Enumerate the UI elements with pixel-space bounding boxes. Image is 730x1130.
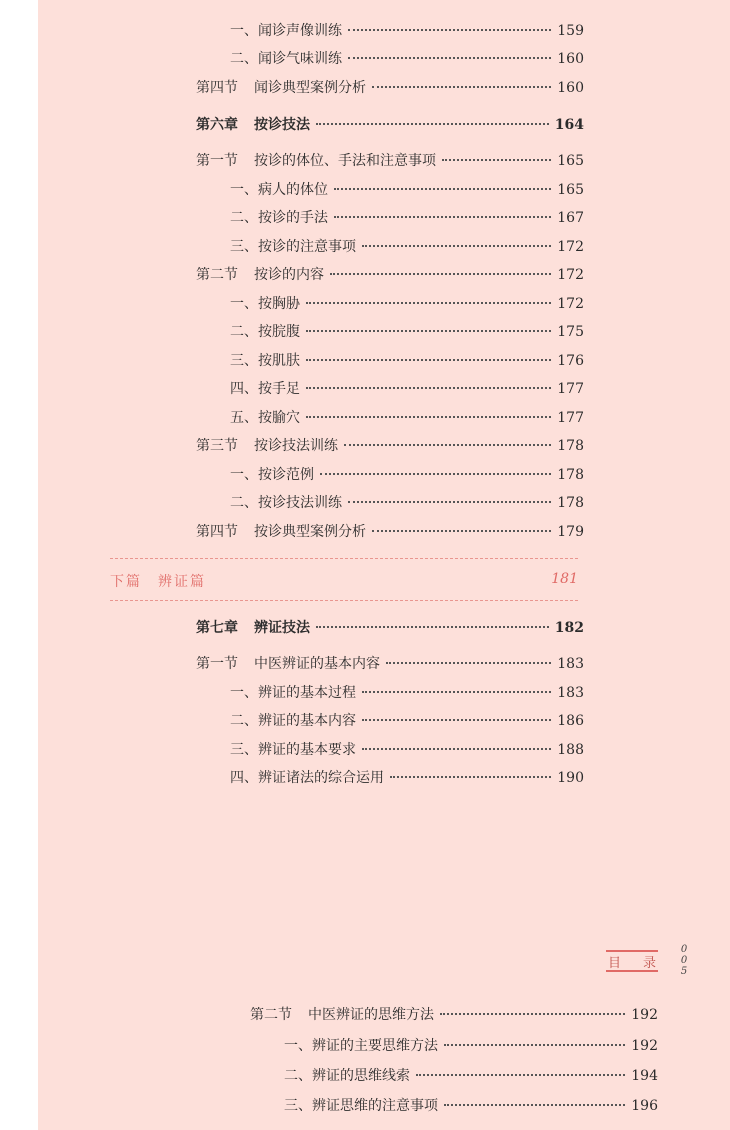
page-folio <box>677 944 691 977</box>
toc-item-label: 三、辨证的基本要求 <box>230 742 356 758</box>
dot-leader <box>330 273 551 275</box>
toc-item[interactable] <box>230 323 584 341</box>
dot-leader <box>348 29 551 31</box>
chapter-title: 辨证技法 <box>254 620 310 636</box>
dot-leader <box>444 1044 625 1046</box>
running-head <box>606 950 658 972</box>
toc-section[interactable] <box>196 437 584 455</box>
toc-item[interactable] <box>230 769 584 787</box>
folio-digit: 0 <box>680 955 688 966</box>
toc-section[interactable] <box>196 523 584 541</box>
toc-item-label: 三、按诊的注意事项 <box>230 239 356 255</box>
section-title: 按诊典型案例分析 <box>254 524 366 540</box>
section-number: 第一节 <box>196 153 238 169</box>
toc-item[interactable] <box>230 295 584 313</box>
running-head-right: 录 <box>642 955 656 971</box>
dot-leader <box>362 245 551 247</box>
chapter-number: 第七章 <box>196 620 238 636</box>
dot-leader <box>316 626 549 628</box>
toc-item[interactable] <box>230 22 584 40</box>
toc-item-page: 165 <box>557 153 584 169</box>
toc-item[interactable] <box>230 466 584 484</box>
folio-digit: 5 <box>680 966 688 977</box>
toc-item-page: 183 <box>557 656 584 672</box>
dot-leader <box>334 216 551 218</box>
toc-item-page: 172 <box>557 267 584 283</box>
toc-item[interactable] <box>284 1097 658 1115</box>
toc-section[interactable] <box>196 266 584 284</box>
section-number: 第四节 <box>196 80 238 96</box>
dot-leader <box>306 416 551 418</box>
toc-item-page: 196 <box>631 1098 658 1114</box>
dot-leader <box>390 776 551 778</box>
section-number: 第一节 <box>196 656 238 672</box>
toc-item-page: 177 <box>557 381 584 397</box>
dot-leader <box>344 444 551 446</box>
section-number: 第三节 <box>196 438 238 454</box>
toc-item-page: 188 <box>557 742 584 758</box>
dot-leader <box>372 86 551 88</box>
toc-item-page: 182 <box>554 620 584 636</box>
section-title: 按诊的内容 <box>254 267 324 283</box>
toc-chapter[interactable] <box>196 116 584 134</box>
dot-leader <box>306 359 551 361</box>
toc-item-page: 178 <box>557 495 584 511</box>
toc-item-page: 192 <box>631 1038 658 1054</box>
section-title: 按诊技法训练 <box>254 438 338 454</box>
toc-item-page: 172 <box>557 239 584 255</box>
dot-leader <box>362 719 551 721</box>
section-title: 按诊的体位、手法和注意事项 <box>254 153 436 169</box>
section-title: 中医辨证的思维方法 <box>308 1007 434 1023</box>
toc-item-page: 194 <box>631 1068 658 1084</box>
part-title: 下篇 辨证篇 <box>110 574 206 590</box>
toc-item-label: 一、病人的体位 <box>230 182 328 198</box>
toc-item-label: 一、辨证的主要思维方法 <box>284 1038 438 1054</box>
toc-item[interactable] <box>230 352 584 370</box>
section-number: 第四节 <box>196 524 238 540</box>
toc-section[interactable] <box>250 1006 658 1024</box>
toc-item-page: 176 <box>557 353 584 369</box>
toc-item-label: 二、辨证的基本内容 <box>230 713 356 729</box>
chapter-title: 按诊技法 <box>254 117 310 133</box>
dot-leader <box>306 302 551 304</box>
toc-item-page: 178 <box>557 438 584 454</box>
dot-leader <box>320 473 551 475</box>
toc-item-page: 178 <box>557 467 584 483</box>
toc-item-label: 二、按脘腹 <box>230 324 300 340</box>
folio-digit: 0 <box>680 944 688 955</box>
toc-section[interactable] <box>196 655 584 673</box>
dot-leader <box>348 57 551 59</box>
toc-item-label: 二、辨证的思维线索 <box>284 1068 410 1084</box>
toc-item-label: 四、按手足 <box>230 381 300 397</box>
toc-item-page: 179 <box>557 524 584 540</box>
toc-section[interactable] <box>196 79 584 97</box>
toc-item-page: 159 <box>557 23 584 39</box>
dot-leader <box>334 188 551 190</box>
toc-item-page: 172 <box>557 296 584 312</box>
part-page: 181 <box>551 571 578 587</box>
toc-item-page: 165 <box>557 182 584 198</box>
toc-item-label: 二、按诊的手法 <box>230 210 328 226</box>
toc-item-label: 三、按肌肤 <box>230 353 300 369</box>
dot-leader <box>306 387 551 389</box>
toc-item-label: 二、闻诊气味训练 <box>230 51 342 67</box>
toc-item[interactable] <box>230 380 584 398</box>
toc-item[interactable] <box>230 684 584 702</box>
dot-leader <box>440 1013 625 1015</box>
dot-leader <box>362 748 551 750</box>
toc-chapter[interactable] <box>196 619 584 637</box>
dot-leader <box>362 691 551 693</box>
toc-item[interactable] <box>230 50 584 68</box>
toc-item[interactable] <box>230 238 584 256</box>
toc-item-page: 167 <box>557 210 584 226</box>
toc-item-page: 177 <box>557 410 584 426</box>
toc-item-page: 192 <box>631 1007 658 1023</box>
toc-item-label: 一、闻诊声像训练 <box>230 23 342 39</box>
toc-item[interactable] <box>284 1067 658 1085</box>
toc-item[interactable] <box>284 1037 658 1055</box>
toc-item-page: 160 <box>557 51 584 67</box>
toc-item-page: 186 <box>557 713 584 729</box>
toc-item-label: 一、辨证的基本过程 <box>230 685 356 701</box>
toc-item[interactable] <box>230 181 584 199</box>
chapter-number: 第六章 <box>196 117 238 133</box>
dot-leader <box>306 330 551 332</box>
toc-item-page: 160 <box>557 80 584 96</box>
toc-item-page: 164 <box>554 117 584 133</box>
toc-item-page: 190 <box>557 770 584 786</box>
section-title: 中医辨证的基本内容 <box>254 656 380 672</box>
toc-item[interactable] <box>230 712 584 730</box>
toc-item-label: 五、按腧穴 <box>230 410 300 426</box>
part-heading[interactable] <box>110 558 578 601</box>
dot-leader <box>386 662 551 664</box>
dot-leader <box>416 1074 625 1076</box>
dot-leader <box>348 501 551 503</box>
toc-section[interactable] <box>196 152 584 170</box>
running-head-left: 目 <box>608 955 622 971</box>
toc-item-label: 一、按诊范例 <box>230 467 314 483</box>
toc-item[interactable] <box>230 494 584 512</box>
toc-item-page: 183 <box>557 685 584 701</box>
toc-item-page: 175 <box>557 324 584 340</box>
toc-item-label: 四、辨证诸法的综合运用 <box>230 770 384 786</box>
dot-leader <box>444 1104 625 1106</box>
dot-leader <box>442 159 551 161</box>
dot-leader <box>372 530 551 532</box>
section-number: 第二节 <box>250 1007 292 1023</box>
section-title: 闻诊典型案例分析 <box>254 80 366 96</box>
section-number: 第二节 <box>196 267 238 283</box>
toc-item[interactable] <box>230 209 584 227</box>
toc-item-label: 三、辨证思维的注意事项 <box>284 1098 438 1114</box>
toc-item[interactable] <box>230 409 584 427</box>
dot-leader <box>316 123 549 125</box>
toc-item[interactable] <box>230 741 584 759</box>
toc-item-label: 一、按胸胁 <box>230 296 300 312</box>
toc-item-label: 二、按诊技法训练 <box>230 495 342 511</box>
